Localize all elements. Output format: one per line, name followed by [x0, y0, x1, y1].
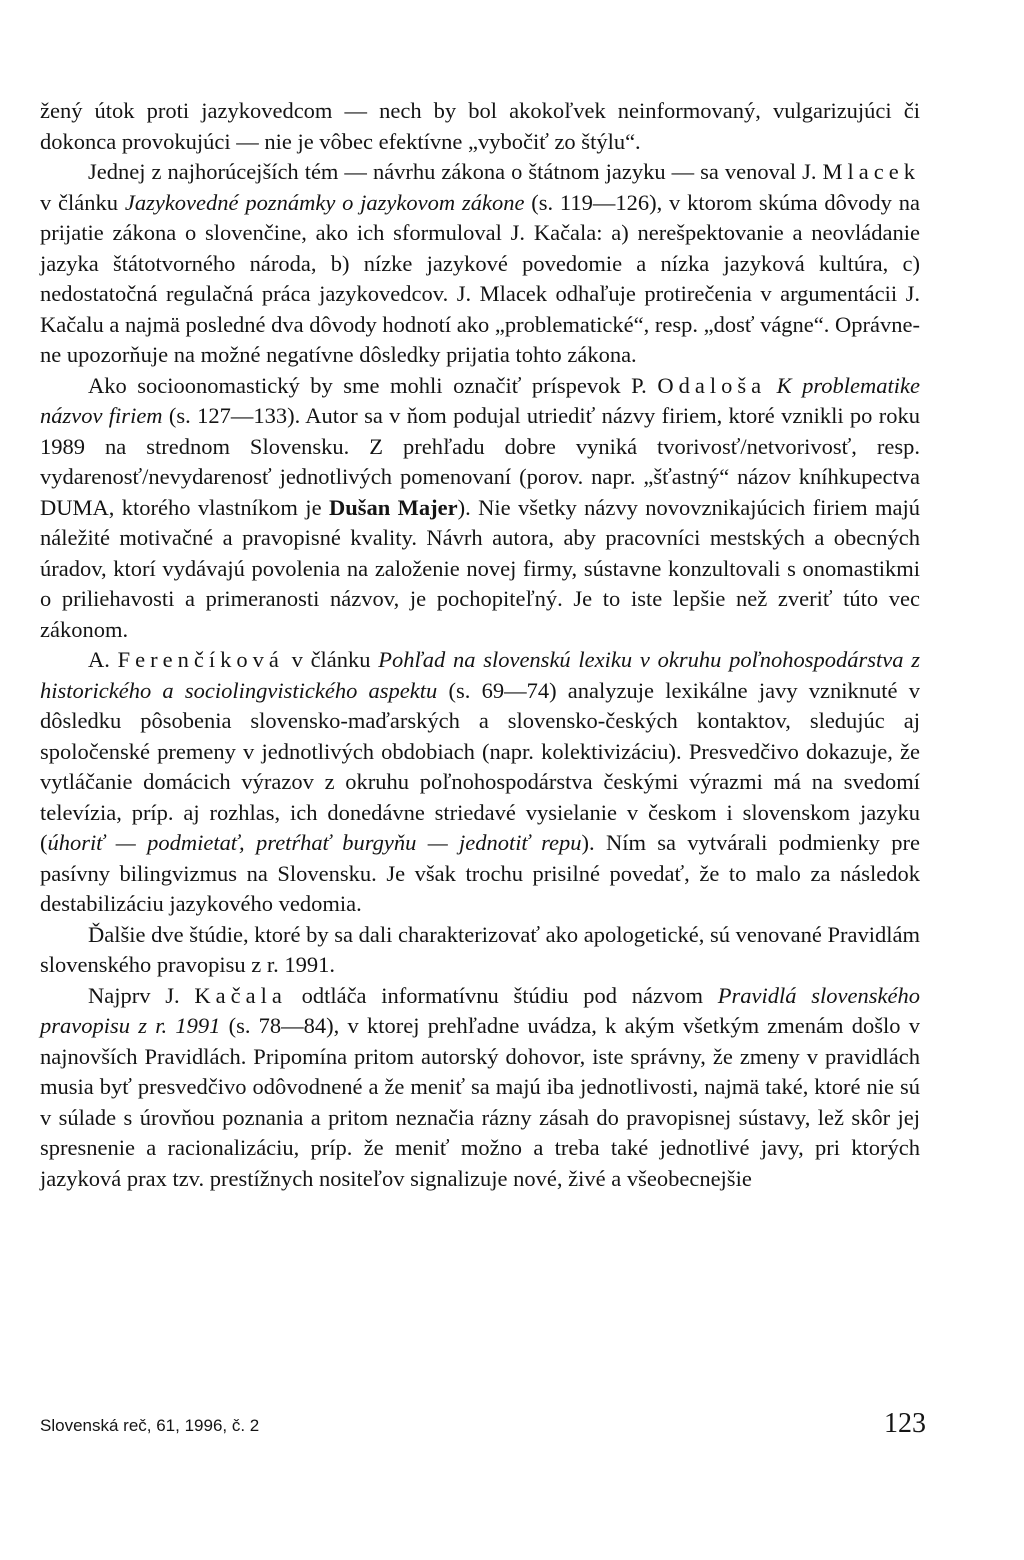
journal-citation: Slovenská reč, 61, 1996, č. 2 [40, 1416, 260, 1435]
italic-text: Jazykovedné poznámky o jazykovom zákone [124, 189, 525, 215]
paragraph [40, 157, 920, 371]
italic-text: úhoriť — podmietať, pretŕhať burgyňu — jednotiť repu [47, 830, 582, 855]
text-run: Ako socioonomastický by sme mohli označiť príspevok P. [88, 372, 658, 398]
text-run: žený útok proti jazykovedcom — nech by bol akokoľvek neinformovaný, vulgarizujúci či dokonca provokujúci — nie je vôbec efektívne „vybočiť zo štýlu“. [40, 98, 920, 154]
author-name: Ferenčíková [117, 647, 284, 672]
paragraph [40, 981, 920, 1195]
page-number: 123 [884, 1408, 926, 1439]
text-run: ). Ním sa vytvárali podmienky pre pasívny bilingvizmus na Slovensku. Je však trochu prisilné povedať, že to malo za následok destabilizáciu jazykového vedomia. [40, 830, 920, 916]
paragraph [40, 920, 920, 981]
page-body [40, 96, 920, 1194]
paragraph [40, 371, 920, 646]
text-run: Jednej z najhorúcejších tém — návrhu zákona o štátnom jazyku — sa venoval J. [88, 159, 823, 184]
text-run: Najprv J. [88, 982, 195, 1008]
text-run: Ďalšie dve štúdie, ktoré by sa dali charakterizovať ako apologetické, sú venované Pravidlám slovenského pravopisu z r. 1991. [40, 921, 920, 977]
bold-text: Dušan Majer [328, 494, 458, 520]
italic-text: K problematike názvov firiem [40, 372, 921, 428]
paragraph [40, 96, 920, 157]
italic-text: Pohľad na slovenskú lexiku v okruhu poľnohospodárstva z historického a sociolingvistického aspektu [40, 647, 921, 703]
author-name: Mlacek [822, 159, 920, 184]
text-run: (s. 69—74) analyzuje lexikálne javy vzniknuté v dôsledku pôsobenia slovensko-maďarských a slovensko-českých kontaktov, sledujúc aj spoločenské premeny v jednotlivých obdobiach (napr. kolektivizáciu). Presvedčivo dokazuje, že vytláčanie domácich výrazov z okruhu poľnohospodárstva českými výrazmi má na svedomí televízia, príp. aj rozhlas, ich donedávne striedavé vysielanie v českom i slovenskom jazyku ( [40, 677, 920, 855]
paragraph [40, 645, 920, 920]
italic-text: Pravidlá slovenského pravopisu z r. 1991 [40, 982, 920, 1038]
author-name: Kačala [194, 982, 287, 1008]
text-run: v článku [283, 647, 379, 672]
text-run: odtláča informatívnu štúdiu pod názvom [286, 982, 718, 1008]
text-run: (s. 119—126), v ktorom skúma dôvody na prijatie zákona o slovenčine, ako ich sformuloval J. Kačala: a) nerešpektovanie a neovládanie jazyka štátotvorného národa, b) nízke jazykové povedomie a nízka jazyková kultúra, c) nedostatočná regulačná práca jazykovedcov. J. Mlacek odhaľuje protirečenia v argumentácii J. Kačalu a najmä posledné dva dôvody hodnotí ako „problematické“, resp. „dosť vágne“. Oprávnene upozorňuje na možné negatívne dôsledky prijatia tohto zákona. [40, 189, 920, 367]
text-run: (s. 127—133). Autor sa v ňom podujal utriediť názvy firiem, ktoré vznikli po roku 1989 na strednom Slovensku. Z prehľadu dobre vyniká tvorivosť/netvorivosť, resp. vydarenosť/nevydarenosť jednotlivých pomenovaní (porov. napr. „šťastný“ názov kníhkupectva DUMA, ktorého vlastníkom je [40, 403, 921, 520]
text-run: (s. 78—84), v ktorej prehľadne uvádza, k akým všetkým zmenám došlo v najnovších Pravidlách. Pripomína pritom autorský dohovor, iste správny, že zmeny v pravidlách musia byť presvedčivo odôvodnené a že meniť sa majú iba jednotlivosti, najmä také, ktoré nie sú v súlade s úrovňou poznania a pritom neznačia rázny zásah do pravopisnej sústavy, lež skôr jej spresnenie a racionalizáciu, príp. že meniť možno a treba také jednotlivé javy, pri ktorých jazyková prax tzv. prestížnych nositeľov signalizuje nové, živé a všeobecnejšie [40, 1013, 920, 1191]
text-run [766, 373, 777, 398]
text-run: ). Nie všetky názvy novovznikajúcich firiem majú náležité motivačné a pravopisné kvality. Návrh autora, aby pracovníci mestských a obecných úradov, ktorí vydávajú povolenia na založenie novej firmy, sústavne konzultovali s onomastikmi o priliehavosti a primeranosti názvov, je pochopiteľný. Je to iste lepšie než zveriť túto vec zákonom. [40, 494, 920, 642]
text-run: A. [88, 647, 118, 672]
author-name: Odaloša [657, 372, 767, 398]
text-run: v článku [40, 189, 125, 215]
